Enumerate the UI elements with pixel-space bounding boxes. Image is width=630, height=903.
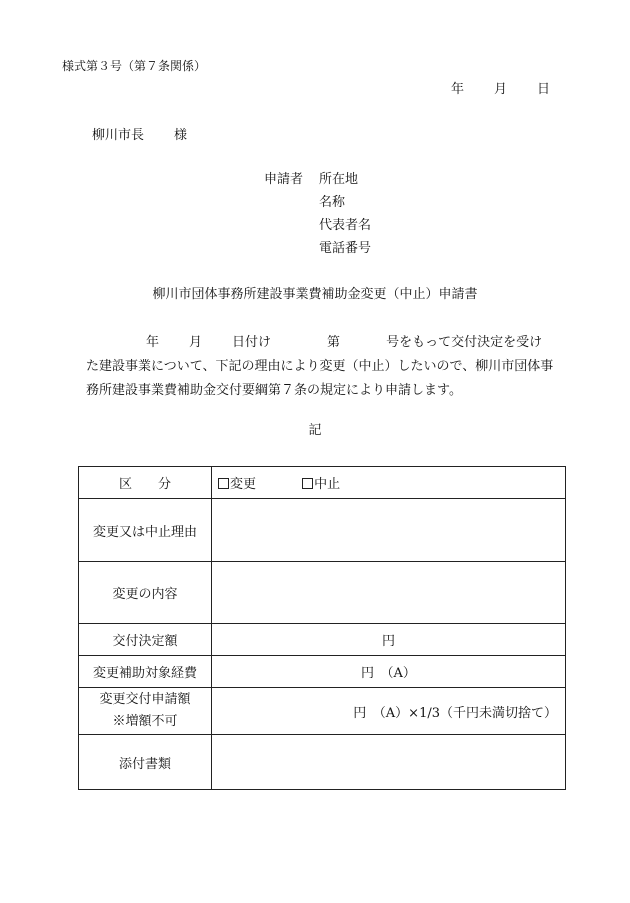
request-amount-label (79, 688, 212, 735)
content-field[interactable] (212, 562, 566, 624)
form-number: 様式第３号（第７条関係） (62, 59, 207, 73)
body-month: 月 (189, 335, 203, 350)
request-label-line1: 変更交付申請額 (99, 692, 191, 707)
cancel-checkbox[interactable] (302, 478, 313, 489)
body-dai: 第 (327, 335, 341, 350)
expense-field[interactable]: 円 （A） (212, 656, 566, 688)
body-rest-line1: 号をもって交付決定を受け (386, 335, 543, 350)
table-row (79, 735, 566, 790)
document-title: 柳川市団体事務所建設事業費補助金変更（中止）申請書 (152, 287, 478, 302)
addressee-suffix: 様 (174, 128, 188, 143)
option-change-label: 変更 (230, 477, 257, 492)
table-row (79, 656, 566, 688)
ki-heading: 記 (308, 423, 322, 438)
date-year: 年 (451, 82, 465, 97)
applicant-name-label: 名称 (319, 195, 346, 210)
request-label-note: ※増額不可 (112, 714, 178, 729)
change-checkbox[interactable] (218, 478, 229, 489)
body-line-3: 務所建設事業費補助金交付要綱第７条の規定により申請します。 (86, 383, 462, 398)
table-row (79, 624, 566, 656)
reason-label: 変更又は中止理由 (79, 499, 212, 562)
date-line (451, 83, 550, 96)
table-row (79, 688, 566, 735)
expense-label: 変更補助対象経費 (79, 656, 212, 688)
table-row (79, 467, 566, 499)
applicant-phone-label: 電話番号 (319, 241, 372, 256)
table-row (79, 499, 566, 562)
addressee (92, 129, 187, 142)
date-day: 日 (537, 82, 551, 97)
request-amount-field[interactable]: 円 （A）×1/3（千円未満切捨て） (212, 688, 566, 735)
option-cancel-label: 中止 (314, 477, 341, 492)
applicant-representative-label: 代表者名 (319, 218, 372, 233)
reason-field[interactable] (212, 499, 566, 562)
table-row (79, 562, 566, 624)
applicant-address-label: 所在地 (319, 172, 359, 187)
attachments-field[interactable] (212, 735, 566, 790)
kubun-options (212, 467, 566, 499)
applicant-label: 申請者 (264, 172, 304, 187)
date-month: 月 (494, 82, 508, 97)
decided-amount-label: 交付決定額 (79, 624, 212, 656)
decided-amount-field[interactable]: 円 (212, 624, 566, 656)
body-line-2: た建設事業について、下記の理由により変更（中止）したいので、柳川市団体事 (86, 359, 554, 374)
body-line-1 (86, 331, 562, 355)
body-year: 年 (146, 335, 160, 350)
attachments-label: 添付書類 (79, 735, 212, 790)
addressee-name: 柳川市長 (92, 128, 145, 143)
application-table (78, 466, 566, 790)
content-label: 変更の内容 (79, 562, 212, 624)
body-paragraph (86, 331, 562, 403)
body-day-dated: 日付け (232, 335, 272, 350)
kubun-label: 区 分 (79, 467, 212, 499)
